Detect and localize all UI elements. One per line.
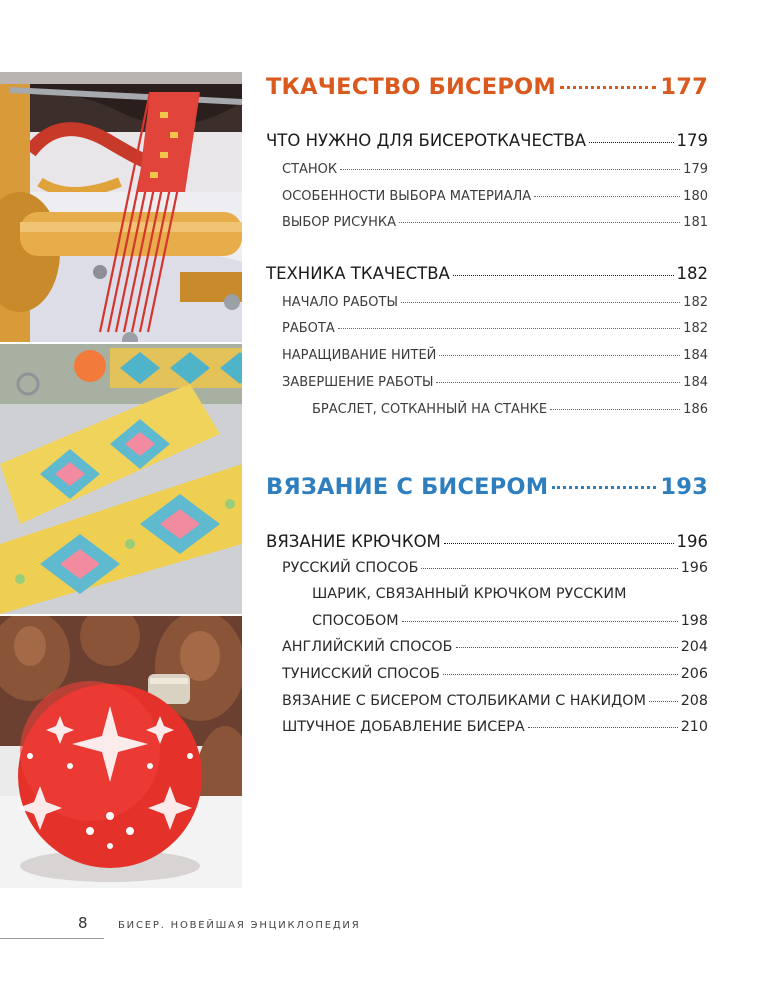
beaded-christmas-ball-photo xyxy=(0,616,242,888)
leader-dots xyxy=(338,328,680,329)
toc-page-number: 182 xyxy=(683,295,708,310)
toc-entry-title: ОСОБЕННОСТИ ВЫБОРА МАТЕРИАЛА xyxy=(282,189,532,204)
leader-dots xyxy=(456,647,678,648)
toc-page-number: 179 xyxy=(676,131,708,150)
toc-page-number: 208 xyxy=(680,693,708,709)
toc-page-number: 179 xyxy=(683,162,708,177)
footer-rule xyxy=(0,938,104,939)
toc-entry-pattern[interactable] xyxy=(282,215,708,230)
toc-entry-title: ВЯЗАНИЕ С БИСЕРОМ СТОЛБИКАМИ С НАКИДОМ xyxy=(282,693,646,709)
leader-dots xyxy=(649,701,678,702)
toc-page-number: 206 xyxy=(680,666,708,682)
toc-page-number: 186 xyxy=(683,402,708,417)
toc-page-number: 196 xyxy=(680,560,708,576)
toc-entry-ball-line1[interactable]: ШАРИК, СВЯЗАННЫЙ КРЮЧКОМ РУССКИМ xyxy=(312,586,627,602)
toc-section-knitting[interactable] xyxy=(266,474,708,500)
toc-page-number: 180 xyxy=(683,189,708,204)
toc-entry-title: РУССКИЙ СПОСОБ xyxy=(282,560,419,576)
toc-entry-title: АНГЛИЙСКИЙ СПОСОБ xyxy=(282,639,453,655)
toc-entry-title: ШТУЧНОЕ ДОБАВЛЕНИЕ БИСЕРА xyxy=(282,719,525,735)
toc-entry-what-needed[interactable] xyxy=(266,131,708,150)
toc-entry-title: ВЯЗАНИЕ КРЮЧКОМ xyxy=(266,532,441,551)
toc-page-number: 198 xyxy=(680,613,708,629)
leader-dots xyxy=(444,543,674,544)
toc-entry-double-crochet[interactable] xyxy=(282,693,708,709)
leader-dots xyxy=(421,568,677,569)
toc-section-title: ТКАЧЕСТВО БИСЕРОМ xyxy=(266,74,556,100)
page-number: 8 xyxy=(78,914,88,932)
running-title: БИСЕР. НОВЕЙШАЯ ЭНЦИКЛОПЕДИЯ xyxy=(118,920,361,931)
toc-page-number: 193 xyxy=(660,474,708,500)
leader-dots xyxy=(401,302,680,303)
toc-entry-work[interactable] xyxy=(282,321,708,336)
toc-section-weaving[interactable] xyxy=(266,74,708,100)
leader-dots xyxy=(552,486,656,489)
toc-entry-piece[interactable] xyxy=(282,719,708,735)
toc-entry-title: ТУНИССКИЙ СПОСОБ xyxy=(282,666,440,682)
toc-entry-title: ЧТО НУЖНО ДЛЯ БИСЕРОТКАЧЕСТВА xyxy=(266,131,587,150)
toc-entry-title: СПОСОБОМ xyxy=(312,613,399,629)
toc-entry-title: СТАНОК xyxy=(282,162,338,177)
toc-page-number: 210 xyxy=(680,719,708,735)
toc-page-number: 184 xyxy=(683,348,708,363)
leader-dots xyxy=(439,355,680,356)
leader-dots xyxy=(560,86,656,89)
toc-page-number: 184 xyxy=(683,375,708,390)
leader-dots xyxy=(528,727,678,728)
photo-column xyxy=(0,72,242,888)
toc-page-number: 204 xyxy=(680,639,708,655)
leader-dots xyxy=(534,196,680,197)
toc-entry-crochet[interactable] xyxy=(266,532,708,551)
toc-entry-title: НАРАЩИВАНИЕ НИТЕЙ xyxy=(282,348,437,363)
leader-dots xyxy=(453,275,674,276)
leader-dots xyxy=(340,169,680,170)
leader-dots xyxy=(399,222,680,223)
toc-entry-ball[interactable] xyxy=(312,613,708,629)
toc-page-number: 182 xyxy=(683,321,708,336)
toc-page-number: 182 xyxy=(676,264,708,283)
toc-entry-finish[interactable] xyxy=(282,375,708,390)
toc-entry-title: РАБОТА xyxy=(282,321,335,336)
toc-entry-russian[interactable] xyxy=(282,560,708,576)
toc-entry-tunisian[interactable] xyxy=(282,666,708,682)
toc-entry-english[interactable] xyxy=(282,639,708,655)
toc-entry-materials[interactable] xyxy=(282,189,708,204)
leader-dots xyxy=(402,621,678,622)
leader-dots xyxy=(589,142,673,143)
leader-dots xyxy=(443,674,678,675)
toc-entry-title: ЗАВЕРШЕНИЕ РАБОТЫ xyxy=(282,375,434,390)
toc-page-number: 196 xyxy=(676,532,708,551)
toc-entry-title: ТЕХНИКА ТКАЧЕСТВА xyxy=(266,264,450,283)
toc-page-number: 181 xyxy=(683,215,708,230)
toc-entry-technique[interactable] xyxy=(266,264,708,283)
toc-section-title: ВЯЗАНИЕ С БИСЕРОМ xyxy=(266,474,549,500)
toc-entry-loom[interactable] xyxy=(282,162,708,177)
toc-entry-title: ВЫБОР РИСУНКА xyxy=(282,215,396,230)
toc-entry-bracelet[interactable] xyxy=(312,402,708,417)
toc-page-number: 177 xyxy=(660,74,708,100)
toc-entry-title: НАЧАЛО РАБОТЫ xyxy=(282,295,398,310)
leader-dots xyxy=(436,382,680,383)
woven-bead-bracelets-photo xyxy=(0,344,242,614)
leader-dots xyxy=(550,409,680,410)
toc-entry-title: БРАСЛЕТ, СОТКАННЫЙ НА СТАНКЕ xyxy=(312,402,548,417)
toc-entry-extend[interactable] xyxy=(282,348,708,363)
toc-entry-start[interactable] xyxy=(282,295,708,310)
bead-loom-photo xyxy=(0,72,242,342)
